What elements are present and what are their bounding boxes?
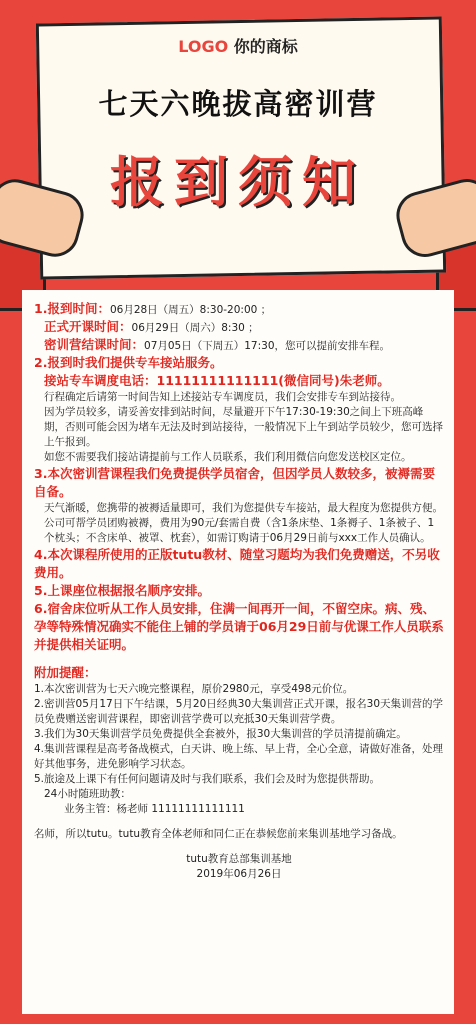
contact-label: 24小时随班助教： <box>44 788 131 800</box>
s2-line-2: 因为学员较多，请妥善安排到站时间，尽量避开下午17:30-19:30之间上下班高峰期，否则可能会因为堵车无法及时到站接待，一般情况下上午到站学员较少，您可选择上午报到。 <box>44 406 443 448</box>
contact-info: 业务主管：杨老师 11111111111111 <box>64 803 245 815</box>
extra-4: 4.集训营课程是高考备战模式，白天讲、晚上练、早上背，全心全意，请做好准备，处理好其他事务，进免影响学习状态。 <box>34 743 444 770</box>
poster-header <box>0 0 476 282</box>
open-time: 正式开课时间：06月29日（周六）8:30 ； <box>44 319 259 334</box>
logo-text: 你的商标 <box>233 37 298 56</box>
page-title: 七天六晚拔高密训营 <box>98 87 378 121</box>
section-4-title: 4.本次课程所使用的正版tutu教材、随堂习题均为我们免费赠送，不另收费用。 <box>34 547 440 580</box>
extra-3: 3.我们为30天集训营学员免费提供全套被外，报30大集训营的学员清提前确定。 <box>34 728 407 740</box>
section-6-title: 6.宿舍床位听从工作人员安排，住满一间再开一间，不留空床。病、残、孕等特殊情况确实不能住上铺的学员请于06月29日前与优课工作人员联系并提供相关证明。 <box>34 601 444 652</box>
report-time: 1.报到时间：06月28日（周五）8:30-20:00 ； <box>34 301 272 316</box>
section-3-title: 3.本次密训营课程我们免费提供学员宿舍，但因学员人数较多，被褥需要自备。 <box>34 466 435 499</box>
page-subtitle: 报到须知 <box>110 151 366 214</box>
logo <box>0 34 476 57</box>
logo-mark: LOGO <box>178 37 229 56</box>
s3-line-2: 公司可帮学员团购被褥，费用为90元/套需自费（含1条床垫、1条褥子、1条被子、1个枕头；不含床单、被罩、枕套），如需订购请于06月29日前与xxx工作人员确认。 <box>44 517 435 544</box>
s2-line-1: 行程确定后请第一时间告知上述接站专车调度员，我们会安排专车到站接待。 <box>44 391 401 403</box>
s3-line-1: 天气渐暖，您携带的被褥适量即可，我们为您提供专车接站，最大程度为您提供方便。 <box>44 502 443 514</box>
extra-2: 2.密训营05月17日下午结课，5月20日经典30大集训营正式开课，报名30天集训营的学员免费赠送密训营课程，即密训营学费可以充抵30天集训营学费。 <box>34 698 444 725</box>
issue-date: 2019年06月26日 <box>196 868 282 880</box>
closing-text: 名师，所以tutu。tutu教育全体老师和同仁正在恭候您前来集训基地学习备战。 <box>34 828 403 840</box>
extra-title: 附加提醒： <box>34 665 97 680</box>
extra-1: 1.本次密训营为七天六晚完整课程，原价2980元，享受498元价位。 <box>34 683 354 695</box>
notice-content <box>34 300 444 882</box>
end-time: 密训营结课时间：07月05日（下周五）17:30，您可以提前安排车程。 <box>44 337 390 352</box>
extra-5: 5.旅途及上课下有任何问题请及时与我们联系，我们会及时为您提供帮助。 <box>34 773 381 785</box>
section-5-title: 5.上课座位根据报名顺序安排。 <box>34 583 210 598</box>
notice-panel <box>22 290 454 1014</box>
pickup-phone: 接站专车调度电话：11111111111111(微信同号)朱老师。 <box>44 373 390 388</box>
section-2-title: 2.报到时我们提供专车接站服务。 <box>34 355 223 370</box>
s2-line-3: 如您不需要我们接站请提前与工作人员联系，我们利用微信向您发送校区定位。 <box>44 451 412 463</box>
signature: tutu教育总部集训基地 <box>186 853 292 865</box>
